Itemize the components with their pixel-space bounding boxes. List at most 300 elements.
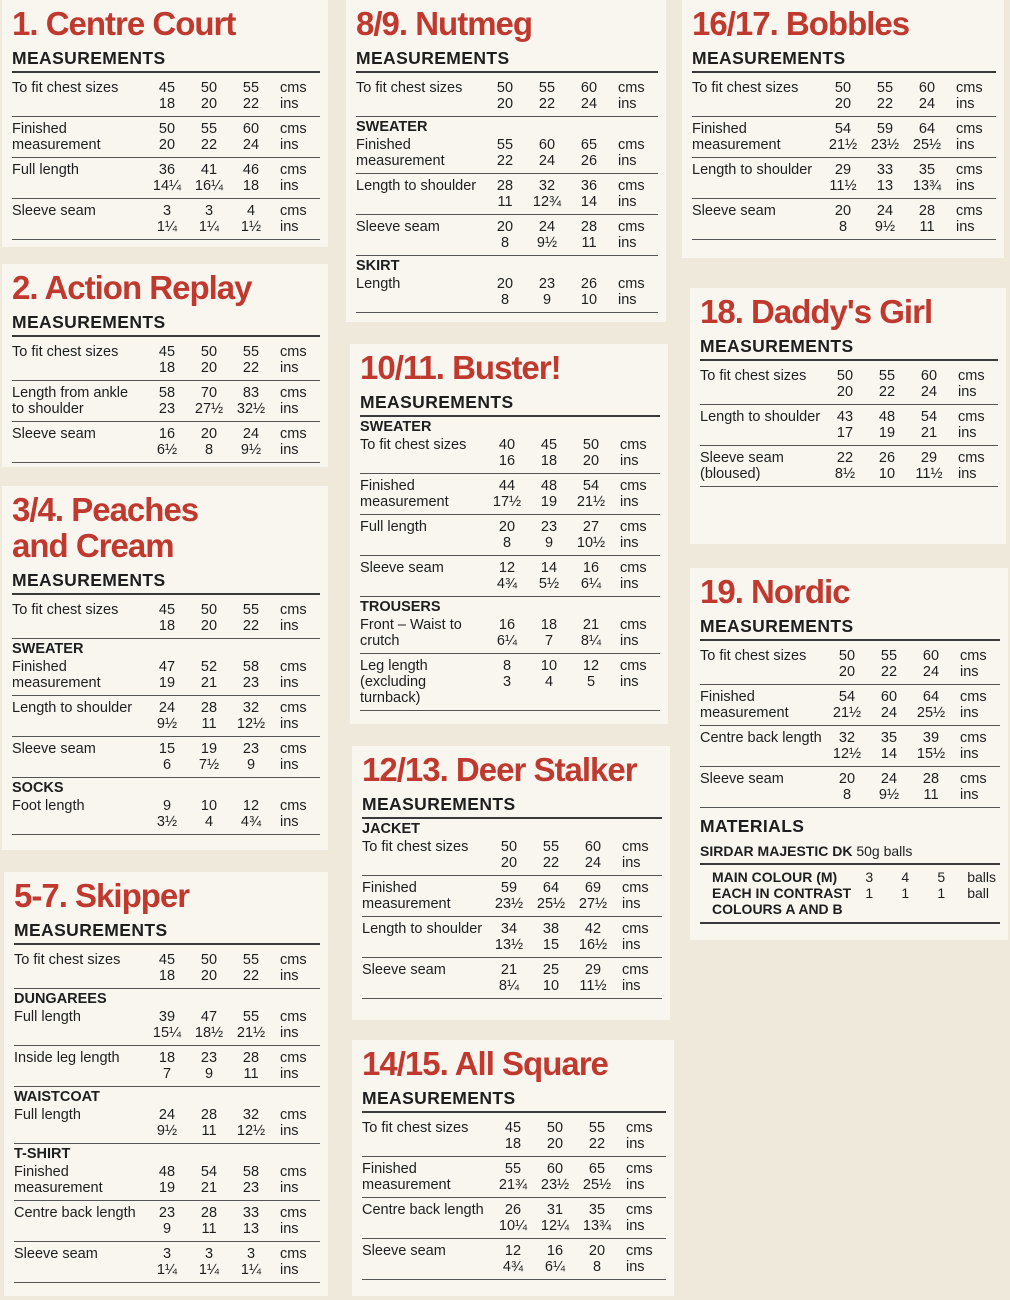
size-values [146, 80, 320, 112]
unit-label: cms ins [280, 426, 307, 458]
measurement-row [12, 422, 320, 463]
measurement-label: To fit chest sizes [692, 80, 799, 96]
size-value: 50 20 [838, 648, 856, 680]
garment-heading: SWEATER [12, 641, 84, 657]
unit-label: cms ins [620, 617, 647, 649]
size-values [484, 80, 658, 112]
size-value: 45 18 [540, 437, 558, 469]
size-value: 45 18 [158, 952, 176, 984]
size-values [488, 880, 662, 912]
measurement-row [692, 158, 996, 199]
measurements-heading: MEASUREMENTS [360, 388, 660, 417]
size-value: 28 11 [242, 1050, 260, 1082]
size-value: 55 22 [242, 952, 260, 984]
measurement-row [14, 1103, 320, 1144]
size-values [488, 921, 662, 953]
size-value: 58 23 [242, 659, 260, 691]
size-values [146, 952, 320, 984]
size-value: 26 10 [580, 276, 598, 308]
size-value: 65 25½ [582, 1161, 612, 1193]
pattern-title: 14/15. All Square [362, 1045, 608, 1082]
size-values [146, 1205, 320, 1237]
size-value: 3 1¼ [198, 203, 220, 235]
unit-label: cms ins [280, 1009, 307, 1041]
measurement-label: Finished measurement [692, 121, 781, 153]
size-value: 25 10 [542, 962, 560, 994]
size-value: 35 13¾ [582, 1202, 612, 1234]
pattern-panel [350, 344, 668, 724]
unit-label: cms ins [618, 80, 645, 112]
size-value: 21 8¼ [580, 617, 602, 649]
yarn-name: SIRDAR MAJESTIC DK [700, 843, 853, 859]
garment-heading: DUNGAREES [14, 991, 107, 1007]
size-value: 20 8 [498, 519, 516, 551]
size-value: 28 11 [918, 203, 936, 235]
measurement-row [362, 876, 662, 917]
measurements-heading: MEASUREMENTS [700, 332, 998, 361]
measurement-label: To fit chest sizes [700, 648, 807, 664]
size-value: 33 13 [242, 1205, 260, 1237]
size-value: 50 20 [546, 1120, 564, 1152]
measurement-label: To fit chest sizes [356, 80, 463, 96]
pattern-panel [352, 746, 670, 1020]
measurement-label: Sleeve seam [12, 203, 96, 219]
unit-label: cms ins [620, 560, 647, 592]
size-value: 42 16½ [578, 921, 608, 953]
measurements-heading: MEASUREMENTS [12, 44, 320, 73]
unit-label: cms ins [280, 952, 307, 984]
size-value: 46 18 [242, 162, 260, 194]
measurement-label: Leg length (excluding turnback) [360, 658, 428, 706]
measurement-row [362, 917, 662, 958]
pattern-title: 18. Daddy's Girl [700, 293, 933, 330]
size-value: 24 9½ [156, 700, 178, 732]
size-values [486, 519, 660, 551]
size-value: 32 12¾ [532, 178, 562, 210]
size-value: 18 7 [540, 617, 558, 649]
size-value: 55 22 [876, 80, 894, 112]
measurement-label: Finished measurement [700, 689, 789, 721]
measurement-label: Foot length [12, 798, 85, 814]
measurement-label: Finished measurement [12, 121, 101, 153]
unit-label: cms ins [956, 203, 983, 235]
size-value: 28 11 [200, 700, 218, 732]
measurement-row [360, 613, 660, 654]
pattern-title: 2. Action Replay [12, 269, 252, 306]
measurement-label: Sleeve seam [12, 426, 96, 442]
ball-count: 3 1 [865, 869, 874, 901]
measurement-row [14, 1046, 320, 1087]
size-values [488, 839, 662, 871]
size-value: 4 1½ [240, 203, 262, 235]
measurement-label: To fit chest sizes [360, 437, 467, 453]
pattern-title: 3/4. Peaches and Cream [12, 491, 199, 564]
measurement-label: Finished measurement [356, 137, 445, 169]
measurement-label: To fit chest sizes [362, 1120, 469, 1136]
size-value: 16 6¼ [580, 560, 602, 592]
measurement-row [12, 381, 320, 422]
pattern-panel [682, 0, 1004, 258]
unit-label: cms ins [280, 659, 307, 691]
garment-heading: JACKET [362, 821, 421, 837]
measurement-row [360, 474, 660, 515]
measurement-row [12, 76, 320, 117]
size-value: 29 11½ [829, 162, 857, 194]
size-value: 55 22 [242, 344, 260, 376]
measurement-label: Length to shoulder [692, 162, 813, 178]
size-value: 20 8 [838, 771, 856, 803]
size-values [826, 730, 1000, 762]
pattern-title: 19. Nordic [700, 573, 850, 610]
measurement-label: To fit chest sizes [12, 602, 119, 618]
measurement-row [692, 117, 996, 158]
measurement-label: Full length [12, 162, 79, 178]
unit-label: cms ins [280, 602, 307, 634]
size-value: 28 11 [200, 1205, 218, 1237]
size-value: 55 22 [496, 137, 514, 169]
size-value: 28 11 [496, 178, 514, 210]
size-value: 60 24 [580, 80, 598, 112]
measurement-row [356, 272, 658, 313]
size-values [822, 203, 996, 235]
size-value: 59 23½ [870, 121, 900, 153]
size-value: 23 9 [158, 1205, 176, 1237]
pattern-title: 10/11. Buster! [360, 349, 561, 386]
measurement-label: Centre back length [362, 1202, 484, 1218]
size-value: 19 7½ [198, 741, 220, 773]
size-values [484, 178, 658, 210]
pattern-title: 8/9. Nutmeg [356, 5, 533, 42]
measurement-row [692, 199, 996, 240]
size-value: 20 8 [834, 203, 852, 235]
size-value: 50 20 [200, 80, 218, 112]
pattern-title: 5-7. Skipper [14, 877, 190, 914]
measurement-label: Finished measurement [362, 1161, 451, 1193]
unit-label: cms ins [622, 921, 649, 953]
size-values [484, 219, 658, 251]
unit-label: cms ins [280, 203, 307, 235]
size-value: 55 22 [242, 602, 260, 634]
pattern-panel [352, 1040, 674, 1296]
size-values [492, 1202, 666, 1234]
size-value: 32 12½ [236, 700, 266, 732]
unit-label: cms ins [280, 1205, 307, 1237]
size-value: 24 9½ [874, 203, 896, 235]
size-value: 20 8 [496, 276, 514, 308]
measurement-row [356, 215, 658, 256]
size-value: 55 22 [242, 80, 260, 112]
size-value: 60 24 [242, 121, 260, 153]
measurement-row [12, 794, 320, 835]
size-values [826, 648, 1000, 680]
size-values [146, 700, 320, 732]
size-values [492, 1161, 666, 1193]
measurement-row [12, 655, 320, 696]
size-value: 32 12½ [236, 1107, 266, 1139]
measurement-label: Full length [14, 1009, 81, 1025]
size-value: 28 11 [922, 771, 940, 803]
unit-label: cms ins [620, 519, 647, 551]
garment-heading: WAISTCOAT [14, 1089, 100, 1105]
yarn-note: 50g balls [856, 843, 913, 859]
measurement-row [360, 433, 660, 474]
size-values [826, 771, 1000, 803]
size-value: 24 9½ [156, 1107, 178, 1139]
size-value: 21 8¼ [498, 962, 520, 994]
garment-heading: TROUSERS [360, 599, 441, 615]
ball-count: 5 1 [937, 869, 946, 901]
size-values [146, 741, 320, 773]
size-value: 54 21½ [828, 121, 858, 153]
unit-label: cms ins [280, 1246, 307, 1278]
measurement-row [700, 767, 1000, 808]
size-value: 64 25½ [916, 689, 946, 721]
unit-label: cms ins [618, 137, 645, 169]
measurement-label: To fit chest sizes [700, 368, 807, 384]
unit-label: cms ins [280, 80, 307, 112]
measurement-row [360, 556, 660, 597]
measurement-row [356, 174, 658, 215]
measurement-row [362, 958, 662, 999]
measurement-label: To fit chest sizes [14, 952, 121, 968]
measurement-row [700, 364, 998, 405]
size-value: 23 9 [242, 741, 260, 773]
size-value: 23 9 [200, 1050, 218, 1082]
size-value: 50 20 [200, 952, 218, 984]
size-value: 10 4 [200, 798, 218, 830]
measurement-label: Finished measurement [12, 659, 101, 691]
size-value: 47 18½ [194, 1009, 224, 1041]
size-value: 8 3 [502, 658, 512, 690]
size-value: 70 27½ [194, 385, 224, 417]
measurement-row [12, 199, 320, 240]
measurement-label: Full length [360, 519, 427, 535]
size-value: 20 8 [200, 426, 218, 458]
size-value: 20 8 [496, 219, 514, 251]
unit-label: cms ins [956, 121, 983, 153]
size-value: 31 12¼ [540, 1202, 570, 1234]
measurement-label: Sleeve seam [360, 560, 444, 576]
unit-label: cms ins [280, 798, 307, 830]
unit-label: cms ins [958, 409, 985, 441]
size-value: 24 9½ [878, 771, 900, 803]
measurements-heading: MEASUREMENTS [12, 566, 320, 595]
size-values [146, 602, 320, 634]
size-values [492, 1243, 666, 1275]
measurement-label: Length to shoulder [356, 178, 477, 194]
materials-row [700, 865, 1000, 924]
unit-label: cms ins [280, 741, 307, 773]
size-values [146, 1050, 320, 1082]
size-value: 50 20 [500, 839, 518, 871]
size-values [822, 162, 996, 194]
measurement-row [12, 696, 320, 737]
size-value: 45 18 [158, 344, 176, 376]
size-value: 3 1¼ [240, 1246, 262, 1278]
size-value: 3 1¼ [198, 1246, 220, 1278]
size-values [484, 137, 658, 169]
size-value: 18 7 [158, 1050, 176, 1082]
size-value: 55 22 [878, 368, 896, 400]
size-value: 24 9½ [240, 426, 262, 458]
unit-label: cms ins [280, 344, 307, 376]
size-value: 23 9 [540, 519, 558, 551]
size-value: 14 5½ [538, 560, 560, 592]
size-value: 27 10½ [576, 519, 606, 551]
size-value: 26 10 [878, 450, 896, 482]
unit-label: cms ins [960, 648, 987, 680]
unit-label: cms ins [618, 178, 645, 210]
pattern-panel [2, 486, 328, 850]
unit-label: cms ins [620, 658, 647, 690]
size-value: 60 24 [584, 839, 602, 871]
size-values [146, 1246, 320, 1278]
unit-label: cms ins [280, 1107, 307, 1139]
size-value: 28 11 [580, 219, 598, 251]
size-value: 39 15½ [916, 730, 946, 762]
size-value: 52 21 [200, 659, 218, 691]
size-value: 34 13½ [494, 921, 524, 953]
size-value: 65 26 [580, 137, 598, 169]
size-value: 3 1¼ [156, 203, 178, 235]
size-value: 24 9½ [536, 219, 558, 251]
unit-label: cms ins [280, 1164, 307, 1196]
size-value: 12 4¾ [502, 1243, 524, 1275]
unit-label: cms ins [620, 437, 647, 469]
size-values [146, 162, 320, 194]
garment-heading: SOCKS [12, 780, 64, 796]
measurement-label: To fit chest sizes [362, 839, 469, 855]
pattern-title: 12/13. Deer Stalker [362, 751, 637, 788]
size-value: 60 24 [920, 368, 938, 400]
unit-label: cms ins [618, 219, 645, 251]
unit-label: cms ins [622, 880, 649, 912]
size-value: 12 4¾ [496, 560, 518, 592]
unit-label: cms ins [622, 839, 649, 871]
measurements-heading: MEASUREMENTS [362, 790, 662, 819]
measurements-heading: MEASUREMENTS [12, 308, 320, 337]
size-values [488, 962, 662, 994]
measurement-label: Length from ankle to shoulder [12, 385, 129, 417]
size-value: 28 11 [200, 1107, 218, 1139]
size-value: 35 13¾ [912, 162, 942, 194]
size-value: 39 15¼ [152, 1009, 182, 1041]
size-value: 54 21½ [576, 478, 606, 510]
size-value: 16 6¼ [496, 617, 518, 649]
measurement-row [356, 76, 658, 117]
size-value: 50 20 [200, 602, 218, 634]
size-value: 43 17 [836, 409, 854, 441]
measurement-row [362, 835, 662, 876]
size-value: 50 20 [836, 368, 854, 400]
unit-label: cms ins [626, 1243, 653, 1275]
size-value: 83 32½ [236, 385, 266, 417]
size-value: 58 23 [242, 1164, 260, 1196]
size-value: 36 14¼ [152, 162, 182, 194]
pattern-panel [2, 0, 328, 247]
measurement-label: Finished measurement [14, 1164, 103, 1196]
size-value: 35 14 [880, 730, 898, 762]
size-values [822, 80, 996, 112]
size-values [146, 426, 320, 458]
materials-heading: MATERIALS [700, 816, 805, 836]
size-value: 55 22 [538, 80, 556, 112]
size-values [824, 368, 998, 400]
measurement-label: Sleeve seam [14, 1246, 98, 1262]
size-value: 15 6 [158, 741, 176, 773]
size-value: 40 16 [498, 437, 516, 469]
size-values [824, 450, 998, 482]
materials-values [851, 869, 1008, 917]
size-value: 44 17½ [492, 478, 522, 510]
size-value: 36 14 [580, 178, 598, 210]
size-value: 48 19 [540, 478, 558, 510]
size-values [486, 437, 660, 469]
size-value: 50 20 [158, 121, 176, 153]
garment-heading: SWEATER [356, 119, 428, 135]
unit-label: cms ins [956, 162, 983, 194]
unit-label: cms ins [280, 162, 307, 194]
measurements-heading: MEASUREMENTS [692, 44, 996, 73]
materials-label: MAIN COLOUR (M) EACH IN CONTRAST COLOURS A AND B [712, 869, 852, 917]
size-value: 64 25½ [912, 121, 942, 153]
size-value: 60 24 [538, 137, 556, 169]
measurement-row [700, 446, 998, 487]
measurement-row [700, 644, 1000, 685]
measurement-row [362, 1157, 666, 1198]
size-value: 45 18 [158, 602, 176, 634]
unit-label: cms ins [280, 1050, 307, 1082]
measurement-label: Full length [14, 1107, 81, 1123]
unit-label: cms ins [960, 730, 987, 762]
measurement-label: Sleeve seam [12, 741, 96, 757]
unit-label: cms ins [622, 962, 649, 994]
size-value: 55 22 [880, 648, 898, 680]
measurement-row [12, 737, 320, 778]
measurements-heading: MEASUREMENTS [356, 44, 658, 73]
size-value: 12 5 [582, 658, 600, 690]
size-value: 29 11½ [915, 450, 943, 482]
size-values [146, 798, 320, 830]
size-value: 54 21 [920, 409, 938, 441]
unit-label: cms ins [280, 121, 307, 153]
measurement-label: Sleeve seam [700, 771, 784, 787]
size-value: 9 3½ [156, 798, 178, 830]
size-value: 55 21½ [236, 1009, 266, 1041]
measurement-row [360, 515, 660, 556]
size-values [146, 1107, 320, 1139]
size-value: 45 18 [158, 80, 176, 112]
garment-heading: SWEATER [360, 419, 432, 435]
unit-label: cms ins [958, 450, 985, 482]
size-value: 54 21½ [832, 689, 862, 721]
size-values [824, 409, 998, 441]
measurement-label: Length to shoulder [362, 921, 483, 937]
measurement-row [12, 598, 320, 639]
measurement-row [14, 1160, 320, 1201]
measurement-row [14, 1005, 320, 1046]
size-values [146, 1009, 320, 1041]
size-values [486, 560, 660, 592]
size-value: 48 19 [158, 1164, 176, 1196]
size-value: 55 21¾ [498, 1161, 528, 1193]
measurement-row [362, 1198, 666, 1239]
size-values [146, 1164, 320, 1196]
unit-label: cms ins [956, 80, 983, 112]
size-values [484, 276, 658, 308]
size-value: 60 24 [922, 648, 940, 680]
size-value: 60 23½ [540, 1161, 570, 1193]
